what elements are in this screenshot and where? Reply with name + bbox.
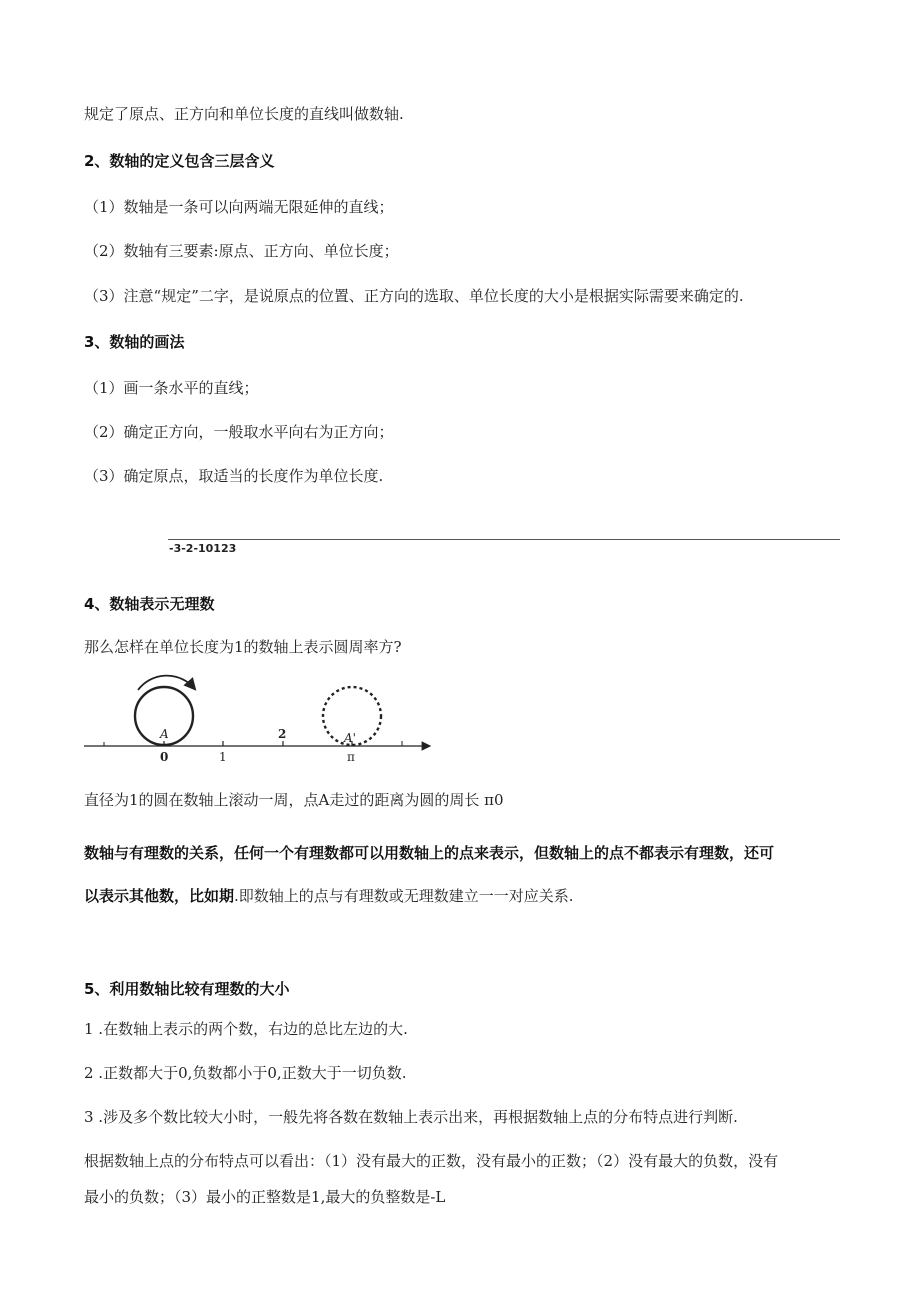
- section-5-item-1: 1 .在数轴上表示的两个数，右边的总比左边的大.: [84, 1020, 408, 1038]
- tick-label-1: 1: [219, 750, 227, 764]
- intro-text: 规定了原点、正方向和单位长度的直线叫做数轴.: [84, 105, 404, 123]
- figure-caption: 直径为1的圆在数轴上滚动一周，点A走过的距离为圆的周长 π0: [84, 791, 504, 809]
- section-2-heading: 2、数轴的定义包含三层含义: [84, 152, 275, 170]
- relation-line-2: [84, 886, 574, 906]
- relation-line-2-bold: 以表示其他数，比如期: [84, 887, 235, 905]
- section-2-item-3: （3）注意“规定”二字，是说原点的位置、正方向的选取、单位长度的大小是根据实际需要来确定的.: [84, 287, 744, 305]
- section-3-item-1: （1）画一条水平的直线；: [84, 379, 259, 397]
- section-3-item-2: （2）确定正方向，一般取水平向右为正方向；: [84, 423, 394, 441]
- section-3-heading: 3、数轴的画法: [84, 333, 185, 351]
- section-2-item-1: （1）数轴是一条可以向两端无限延伸的直线；: [84, 198, 394, 216]
- section-5-item-2: 2 .正数都大于0,负数都小于0,正数大于一切负数.: [84, 1064, 407, 1082]
- number-axis-line: [168, 539, 840, 540]
- section-5-item-3: 3 .涉及多个数比较大小时，一般先将各数在数轴上表示出来，再根据数轴上点的分布特点进行判断.: [84, 1108, 738, 1126]
- section-4-question: 那么怎样在单位长度为1的数轴上表示圆周率方?: [84, 638, 402, 656]
- section-5-conclusion-line-1: 根据数轴上点的分布特点可以看出：（1）没有最大的正数，没有最小的正数；（2）没有最大的负数，没有: [84, 1152, 779, 1170]
- tick-label-0: 0: [160, 750, 169, 764]
- relation-line-1: 数轴与有理数的关系，任何一个有理数都可以用数轴上的点来表示，但数轴上的点不都表示有理数，还可: [84, 844, 775, 862]
- relation-line-2-normal: .即数轴上的点与有理数或无理数建立一一对应关系.: [234, 887, 574, 905]
- label-A-prime: A': [344, 731, 356, 745]
- tick-label-2: 2: [278, 727, 287, 741]
- label-A: A: [160, 727, 169, 741]
- section-5-conclusion-line-2: 最小的负数；（3）最小的正整数是1,最大的负整数是-L: [84, 1188, 446, 1206]
- section-4-heading: 4、数轴表示无理数: [84, 595, 215, 613]
- rolling-circle-figure: [80, 668, 440, 768]
- section-2-item-2: （2）数轴有三要素:原点、正方向、单位长度；: [84, 242, 399, 260]
- section-5-heading: 5、利用数轴比较有理数的大小: [84, 980, 290, 998]
- number-axis-labels: -3-2-10123: [169, 542, 237, 555]
- tick-label-pi: π: [347, 750, 355, 764]
- section-3-item-3: （3）确定原点，取适当的长度作为单位长度.: [84, 467, 384, 485]
